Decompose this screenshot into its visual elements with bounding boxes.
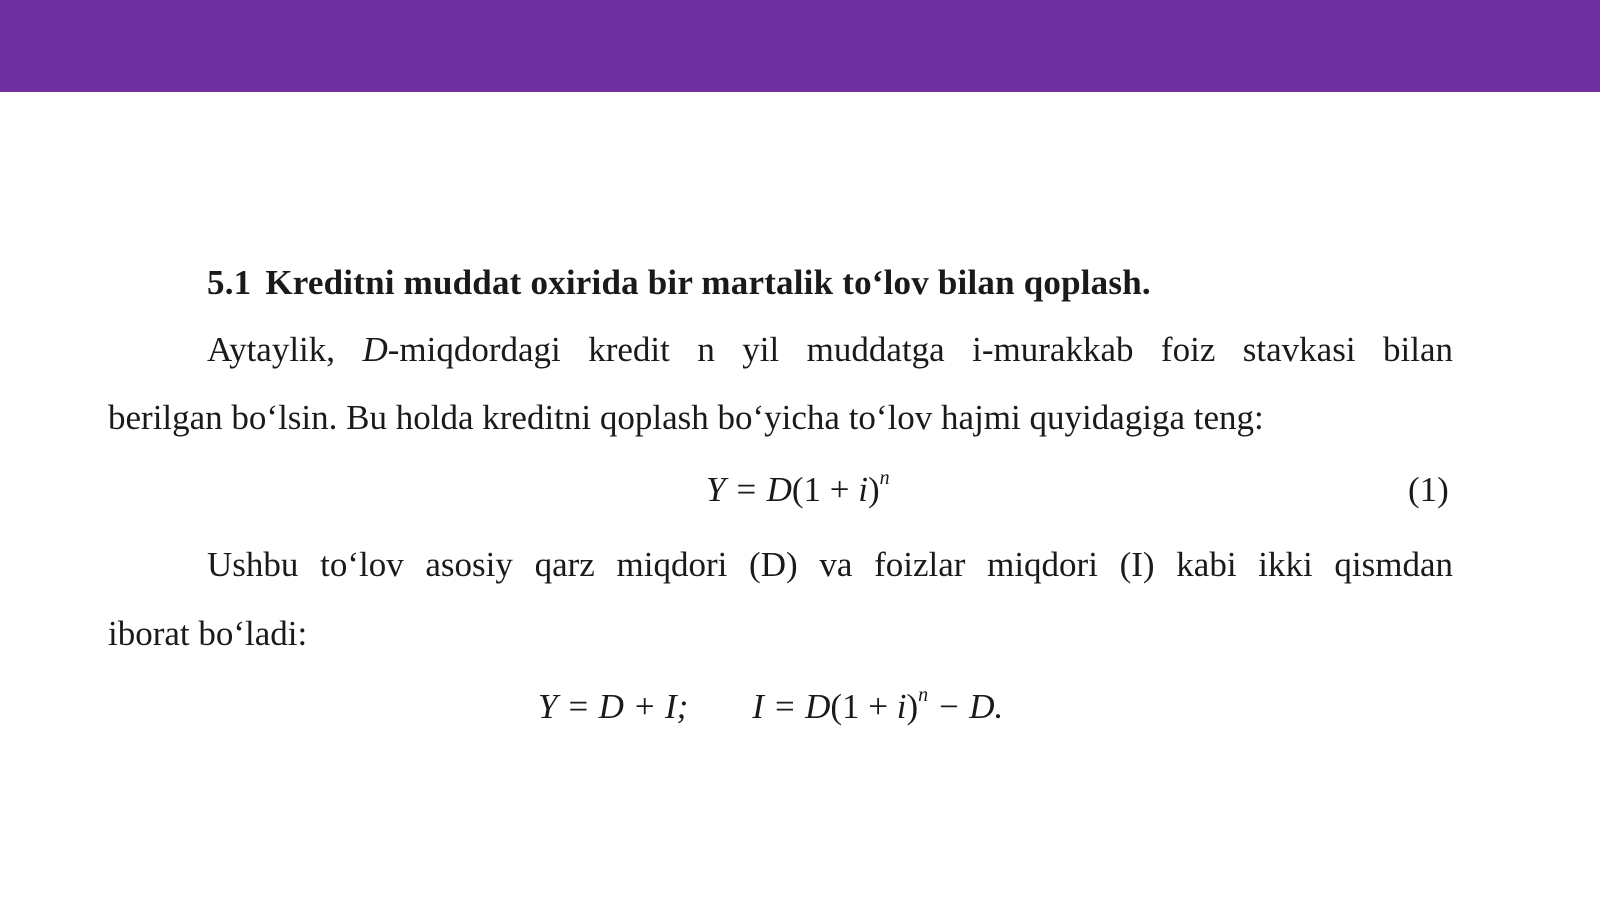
equation-part2-paren: (1 + (830, 687, 897, 726)
text-segment: yil muddatga i-murakkab foiz stavkasi bilan (742, 330, 1453, 369)
equation-lhs: Y = D (706, 470, 792, 509)
equation-number: (1) (1408, 470, 1449, 509)
exponent-n: n (918, 684, 929, 707)
paragraph2-line1: Ushbu to‘lov asosiy qarz miqdori (D) va foizlar miqdori (I) kabi ikki qismdan (207, 545, 1453, 584)
section-heading (207, 263, 1151, 303)
equation-close: ) (868, 470, 880, 509)
equation-2 (538, 684, 1004, 727)
equation-part2-lhs: I = D (752, 687, 831, 726)
section-number: 5.1 (207, 263, 252, 302)
paragraph1-line2: berilgan bo‘lsin. Bu holda kreditni qoplash bo‘yicha to‘lov hajmi quyidagiga teng: (108, 398, 1264, 437)
section-title: Kreditni muddat oxirida bir martalik to‘lov bilan qoplash. (265, 263, 1151, 302)
variable-d: D (362, 330, 388, 369)
equation-part2-close: ) (906, 687, 919, 726)
equation-part1: Y = D + I; (538, 687, 689, 726)
variable-n: n (697, 330, 715, 369)
paragraph1-line1 (207, 330, 1453, 370)
equation-part2-tail: − D. (928, 687, 1004, 726)
paragraph2-line2: iborat bo‘ladi: (108, 614, 308, 653)
text-segment: -miqdordagi kredit (387, 330, 670, 369)
variable-i: i (858, 470, 868, 509)
exponent-n: n (879, 467, 890, 490)
equation-paren: (1 + (791, 470, 859, 509)
variable-i: i (896, 687, 907, 726)
text-segment: Aytaylik, (207, 330, 336, 369)
equation-1 (706, 467, 890, 510)
